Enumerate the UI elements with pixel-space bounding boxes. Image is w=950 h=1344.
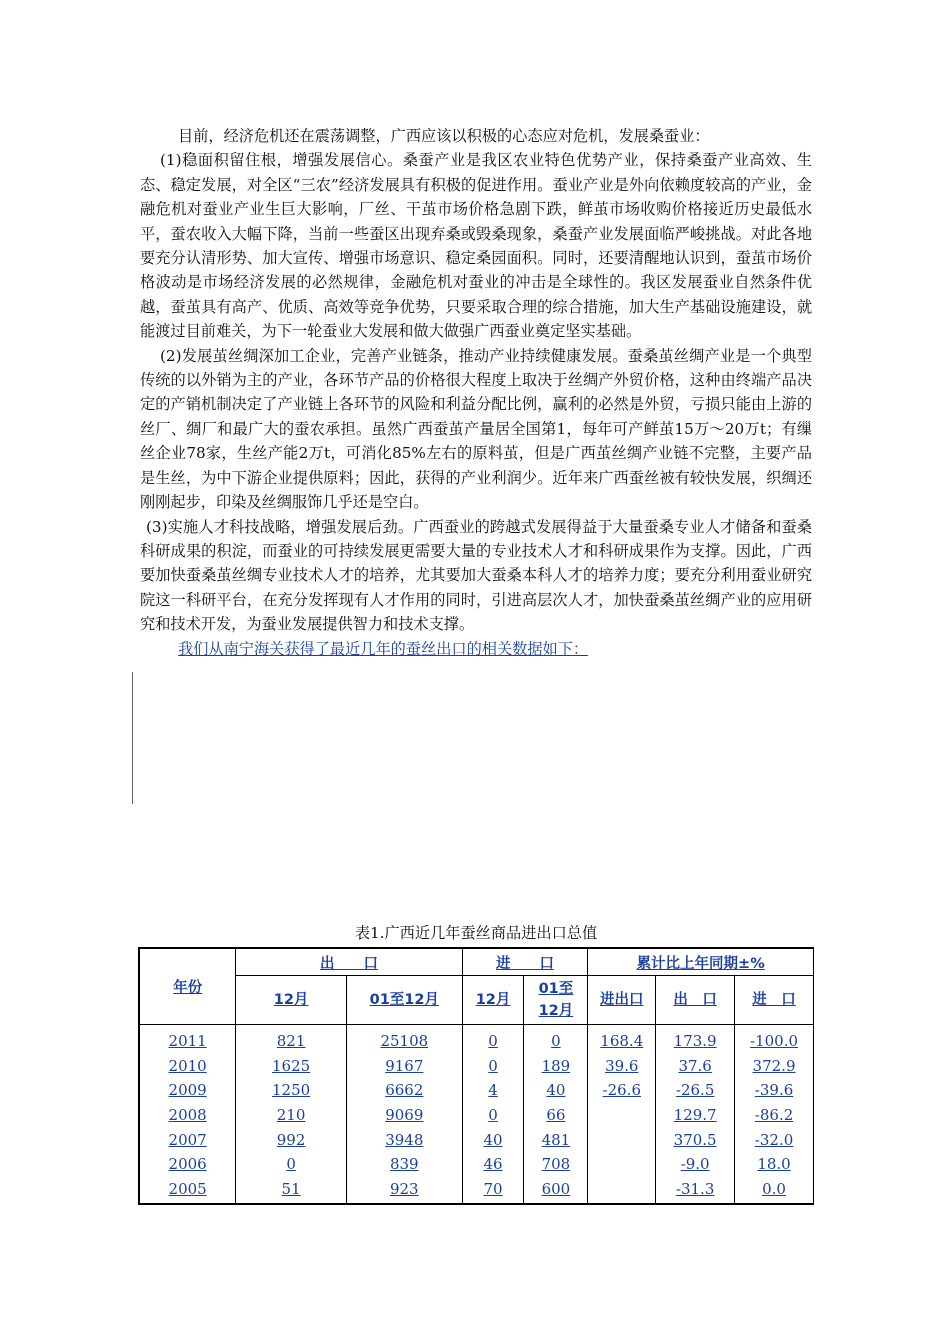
cell-exp-total[interactable]: 25108 xyxy=(346,1025,462,1054)
header-exp[interactable]: 出 口 xyxy=(656,976,735,1025)
cell-imp-dec[interactable]: 0 xyxy=(462,1103,524,1128)
cell-imp-dec[interactable]: 70 xyxy=(462,1177,524,1205)
cell-year[interactable]: 2005 xyxy=(139,1177,236,1205)
cell-yoy-all[interactable]: -26.6 xyxy=(588,1078,656,1103)
cell-yoy-exp[interactable]: -9.0 xyxy=(656,1152,735,1177)
header-export-dec[interactable]: 12月 xyxy=(236,976,347,1025)
cell-imp-dec[interactable]: 0 xyxy=(462,1025,524,1054)
cell-exp-total[interactable]: 923 xyxy=(346,1177,462,1205)
cell-yoy-exp[interactable]: 37.6 xyxy=(656,1054,735,1079)
table-row xyxy=(139,1103,814,1128)
cell-yoy-imp[interactable]: -39.6 xyxy=(735,1078,814,1103)
cell-imp-total[interactable]: 40 xyxy=(524,1078,588,1103)
body-text xyxy=(140,124,812,661)
cell-yoy-imp[interactable]: -32.0 xyxy=(735,1127,814,1152)
cell-exp-dec[interactable]: 1250 xyxy=(236,1078,347,1103)
cell-year[interactable]: 2006 xyxy=(139,1152,236,1177)
header-export-jan-dec[interactable]: 01至12月 xyxy=(346,976,462,1025)
cell-yoy-all[interactable]: 168.4 xyxy=(588,1025,656,1054)
intro-paragraph: 目前，经济危机还在震荡调整，广西应该以积极的心态应对危机，发展桑蚕业： xyxy=(178,127,710,145)
header-import-jan-dec-a: 01至 xyxy=(538,981,574,997)
cell-year[interactable]: 2009 xyxy=(139,1078,236,1103)
cell-yoy-imp[interactable]: 0.0 xyxy=(735,1177,814,1205)
cell-yoy-exp[interactable]: -31.3 xyxy=(656,1177,735,1205)
table-row xyxy=(139,1025,814,1054)
cell-exp-dec[interactable]: 992 xyxy=(236,1127,347,1152)
header-year: 年份 xyxy=(139,948,236,1025)
cell-exp-total[interactable]: 9167 xyxy=(346,1054,462,1079)
margin-bar xyxy=(132,672,133,804)
cell-yoy-all xyxy=(588,1152,656,1177)
cell-imp-total[interactable]: 0 xyxy=(524,1025,588,1054)
table-row xyxy=(139,1078,814,1103)
cell-imp-total[interactable]: 189 xyxy=(524,1054,588,1079)
table-row xyxy=(139,1054,814,1079)
paragraph-1: (1)稳面积留住根，增强发展信心。桑蚕产业是我区农业特色优势产业，保持桑蚕产业高效、生态、稳定发展，对全区“三农”经济发展具有积极的促进作用。蚕业产业是外向依赖度较高的产业，金融危机对蚕业产业生巨大影响，厂丝、干茧市场价格急剧下跌，鲜茧市场收购价格接近历史最低水平，蚕农收入大幅下降，当前一些蚕区出现弃桑或毁桑现象，桑蚕产业发展面临严峻挑战。对此各地要充分认清形势、加大宣传、增强市场意识、稳定桑园面积。同时，还要清醒地认识到，蚕茧市场价格波动是市场经济发展的必然规律，金融危机对蚕业的冲击是全球性的。我区发展蚕业自然条件优越，蚕茧具有高产、优质、高效等竞争优势，只要采取合理的综合措施，加大生产基础设施建设，就能渡过目前难关，为下一轮蚕业大发展和做大做强广西蚕业奠定坚实基础。 xyxy=(140,151,812,341)
table-row xyxy=(139,1127,814,1152)
data-source-line xyxy=(140,637,812,661)
header-import-dec[interactable]: 12月 xyxy=(462,976,524,1025)
header-import[interactable]: 进 口 xyxy=(462,948,588,976)
cell-imp-dec[interactable]: 40 xyxy=(462,1127,524,1152)
cell-yoy-all xyxy=(588,1177,656,1205)
cell-exp-total[interactable]: 3948 xyxy=(346,1127,462,1152)
cell-yoy-imp[interactable]: 372.9 xyxy=(735,1054,814,1079)
cell-yoy-all xyxy=(588,1103,656,1128)
cell-year[interactable]: 2010 xyxy=(139,1054,236,1079)
header-cumulative[interactable]: 累计比上年同期±% xyxy=(588,948,814,976)
cell-exp-dec[interactable]: 0 xyxy=(236,1152,347,1177)
cell-imp-dec[interactable]: 4 xyxy=(462,1078,524,1103)
cell-yoy-imp[interactable]: -86.2 xyxy=(735,1103,814,1128)
cell-yoy-exp[interactable]: 370.5 xyxy=(656,1127,735,1152)
cell-yoy-exp[interactable]: -26.5 xyxy=(656,1078,735,1103)
cell-exp-dec[interactable]: 1625 xyxy=(236,1054,347,1079)
cell-imp-dec[interactable]: 0 xyxy=(462,1054,524,1079)
cell-imp-dec[interactable]: 46 xyxy=(462,1152,524,1177)
header-imp[interactable]: 进 口 xyxy=(735,976,814,1025)
trade-table xyxy=(138,947,814,1205)
table-caption: 表1.广西近几年蚕丝商品进出口总值 xyxy=(354,924,598,942)
header-export[interactable]: 出 口 xyxy=(236,948,462,976)
header-import-jan-dec-b: 12月 xyxy=(538,1003,574,1019)
table-row xyxy=(139,1177,814,1205)
cell-year[interactable]: 2008 xyxy=(139,1103,236,1128)
cell-year[interactable]: 2011 xyxy=(139,1025,236,1054)
cell-yoy-all xyxy=(588,1127,656,1152)
cell-imp-total[interactable]: 600 xyxy=(524,1177,588,1205)
paragraph-2: (2)发展茧丝绸深加工企业，完善产业链条，推动产业持续健康发展。蚕桑茧丝绸产业是一个典型传统的以外销为主的产业，各环节产品的价格很大程度上取决于丝绸产外贸价格，这种由终端产品决定的产销机制决定了产业链上各环节的风险和利益分配比例，赢利的必然是外贸，亏损只能由上游的丝厂、绸厂和最广大的蚕农承担。虽然广西蚕茧产量居全国第1，每年可产鲜茧15万～20万t；有缫丝企业78家，生丝产能2万t，可消化85%左右的原料茧，但是广西茧丝绸产业链不完整，主要产品是生丝，为中下游企业提供原料；因此，获得的产业利润少。近年来广西蚕丝被有较快发展，织绸还刚刚起步，印染及丝绸服饰几乎还是空白。 xyxy=(140,346,812,512)
cell-yoy-exp[interactable]: 173.9 xyxy=(656,1025,735,1054)
header-imp-exp[interactable]: 进出口 xyxy=(588,976,656,1025)
cell-yoy-imp[interactable]: 18.0 xyxy=(735,1152,814,1177)
header-import-jan-dec[interactable] xyxy=(524,976,588,1025)
cell-exp-total[interactable]: 839 xyxy=(346,1152,462,1177)
cell-imp-total[interactable]: 481 xyxy=(524,1127,588,1152)
cell-imp-total[interactable]: 66 xyxy=(524,1103,588,1128)
cell-imp-total[interactable]: 708 xyxy=(524,1152,588,1177)
cell-yoy-exp[interactable]: 129.7 xyxy=(656,1103,735,1128)
paragraph-3: (3)实施人才科技战略，增强发展后劲。广西蚕业的跨越式发展得益于大量蚕桑专业人才储备和蚕桑科研成果的积淀，而蚕业的可持续发展更需要大量的专业技术人才和科研成果作为支撑。因此，广西要加快蚕桑茧丝绸专业技术人才的培养，尤其要加大蚕桑本科人才的培养力度；要充分利用蚕业研究院这一科研平台，在充分发挥现有人才作用的同时，引进高层次人才，加快蚕桑茧丝绸产业的应用研究和技术开发，为蚕业发展提供智力和技术支撑。 xyxy=(140,517,812,634)
cell-exp-total[interactable]: 6662 xyxy=(346,1078,462,1103)
cell-exp-dec[interactable]: 821 xyxy=(236,1025,347,1054)
cell-exp-dec[interactable]: 210 xyxy=(236,1103,347,1128)
cell-exp-dec[interactable]: 51 xyxy=(236,1177,347,1205)
data-source-link[interactable]: 我们从南宁海关获得了最近几年的蚕丝出口的相关数据如下： xyxy=(178,639,589,658)
cell-exp-total[interactable]: 9069 xyxy=(346,1103,462,1128)
cell-yoy-imp[interactable]: -100.0 xyxy=(735,1025,814,1054)
cell-year[interactable]: 2007 xyxy=(139,1127,236,1152)
cell-yoy-all[interactable]: 39.6 xyxy=(588,1054,656,1079)
table-row xyxy=(139,1152,814,1177)
